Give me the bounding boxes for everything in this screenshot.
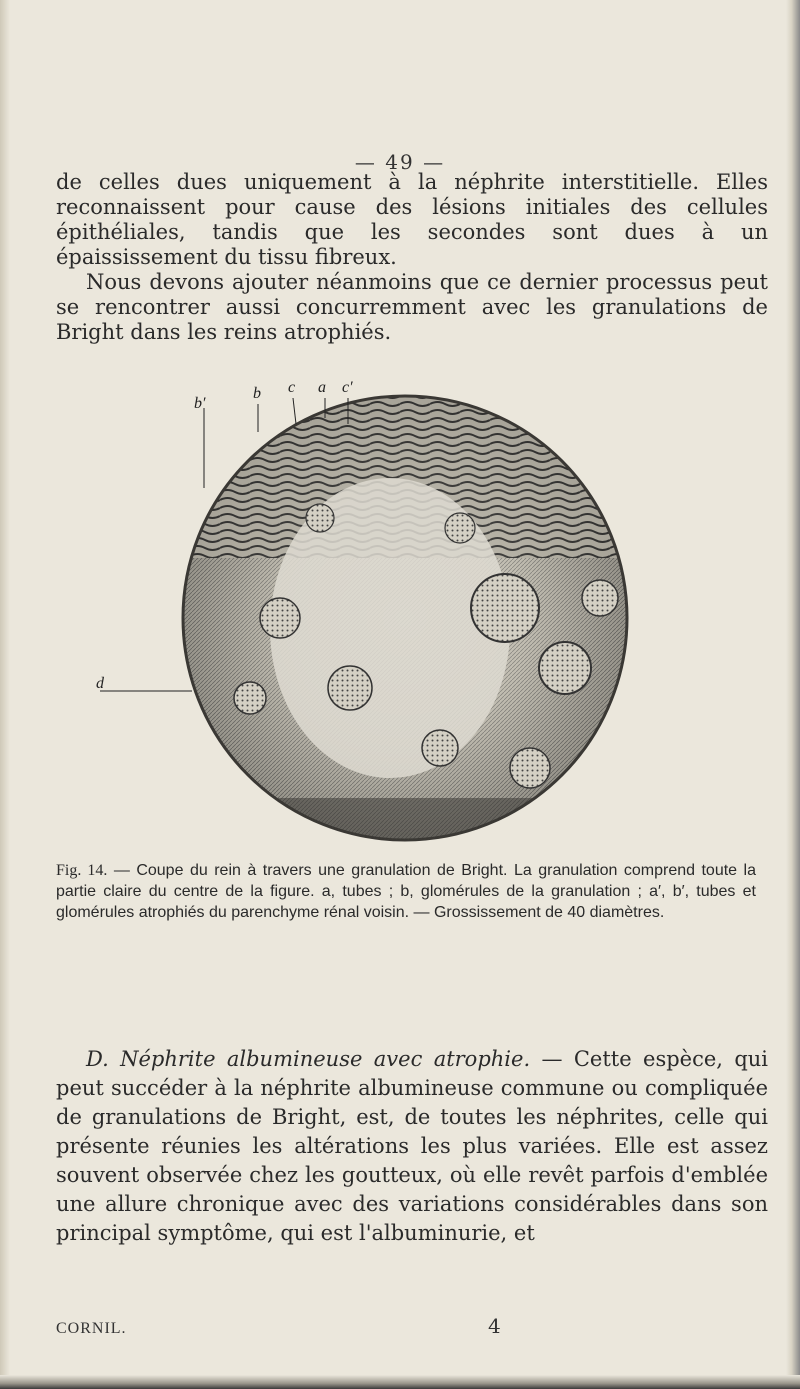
section-text: — Cette espèce, qui peut succéder à la néphrite albumineuse commune ou compliquée de granulations de Bright, est, de toutes les néphrites, celle qui présente réunies les altérations les plus variées. Elle est assez souvent observée chez les goutteux, où elle revêt parfois d'emblée une allure chronique avec des variations considérables dans son principal symptôme, qui est l'albuminurie, et <box>56 1047 769 1245</box>
section-d <box>56 1045 768 1248</box>
figure-caption-text: — Coupe du rein à travers une granulation de Bright. La granulation comprend toute la partie claire du centre de la figure. a, tubes ; b, glomérules de la granulation ; a′, b′, tubes et glomérules atrophiés du parenchyme rénal voisin. — Grossissement de 40 diamètres. <box>56 862 757 921</box>
kidney-section-illustration <box>96 368 720 858</box>
footer-signature: CORNIL. <box>56 1320 127 1337</box>
page-bottom-edge <box>0 1375 800 1389</box>
figure-label-b-prime: b′ <box>194 395 206 412</box>
figure-label-b: b <box>253 385 261 402</box>
paragraph-2-text: Nous devons ajouter néanmoins que ce dernier processus peut se rencontrer aussi concurremment avec les granulations de Bright dans les reins atrophiés. <box>56 270 768 344</box>
paragraph-1-text: de celles dues uniquement à la néphrite interstitielle. Elles reconnaissent pour cause des lésions initiales des cellules épithéliales, tandis que les secondes sont dues à un épaississement du tissu fibreux. <box>56 170 768 269</box>
figure-label-c-prime: c′ <box>342 379 353 396</box>
page-left-edge <box>0 0 10 1389</box>
paragraph-2 <box>56 270 768 345</box>
figure-label-c: c <box>288 379 296 396</box>
figure-caption-label: Fig. 14. <box>56 862 108 879</box>
section-heading: D. Néphrite albumineuse avec atrophie. <box>86 1047 531 1071</box>
figure-label-d: d <box>96 675 104 692</box>
page-number: — 49 — <box>354 150 446 174</box>
footer-sheet-number: 4 <box>488 1314 501 1338</box>
figure-label-a: a <box>318 379 326 396</box>
figure-caption <box>56 860 756 923</box>
paragraph-1 <box>56 170 768 270</box>
figure-kidney-section <box>96 368 720 858</box>
page-right-edge <box>786 0 800 1389</box>
